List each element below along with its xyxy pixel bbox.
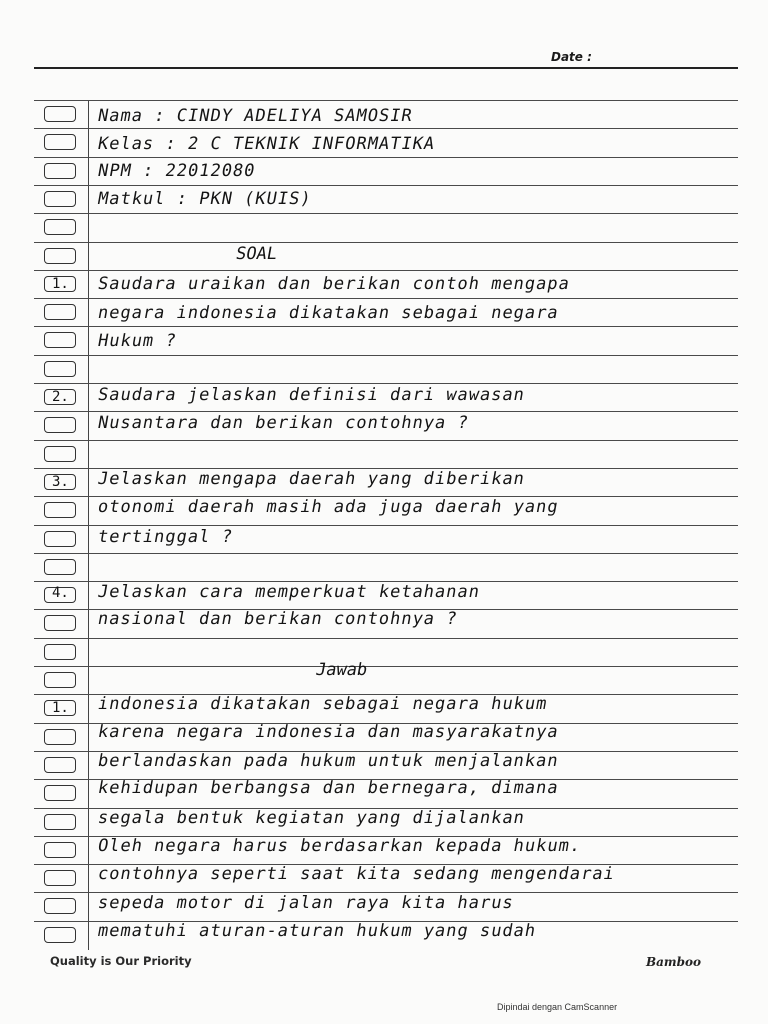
margin-box [44,814,76,830]
brand-logo-text: Bamboo [646,955,702,969]
margin-box [44,531,76,547]
question-number: 4. [52,585,69,601]
question-line: Nusantara dan berikan contohnya ? [96,413,471,433]
margin-box [44,361,76,377]
answer-line: mematuhi aturan-aturan hukum yang sudah [96,921,538,941]
answer-line: berlandaskan pada hukum untuk menjalankan [96,751,561,771]
ruled-line [34,270,738,271]
identity-course: Matkul : PKN (KUIS) [96,189,314,209]
question-line: Jelaskan mengapa daerah yang diberikan [96,469,527,489]
ruled-line [34,411,738,412]
ruled-line [34,100,738,101]
question-line: Hukum ? [96,331,179,351]
header-rule [34,67,738,69]
margin-box [44,898,76,914]
margin-box [44,106,76,122]
ruled-line [34,242,738,243]
margin-box [44,219,76,235]
answer-line: contohnya seperti saat kita sedang mengendarai [96,864,617,884]
ruled-line [34,213,738,214]
answer-number: 1. [52,700,69,716]
answer-line: karena negara indonesia dan masyarakatnya [96,722,561,742]
answer-line: kehidupan berbangsa dan bernegara, dimana [96,778,561,798]
answer-line: segala bentuk kegiatan yang dijalankan [96,808,527,828]
jawab-heading: Jawab [314,660,369,680]
margin-box [44,615,76,631]
scanner-watermark: Dipindai dengan CamScanner [497,1002,618,1012]
ruled-line [34,185,738,186]
ruled-line [34,440,738,441]
answer-line: sepeda motor di jalan raya kita harus [96,893,516,913]
margin-box [44,248,76,264]
margin-box [44,559,76,575]
identity-npm: NPM : 22012080 [96,161,258,181]
ruled-line [34,666,738,667]
margin-box [44,502,76,518]
margin-box [44,842,76,858]
soal-heading: SOAL [234,244,279,264]
margin-box [44,644,76,660]
answer-line: indonesia dikatakan sebagai negara hukum [96,694,550,714]
ruled-line [34,553,738,554]
margin-box [44,785,76,801]
ruled-line [34,638,738,639]
margin-box [44,446,76,462]
identity-name: Nama : CINDY ADELIYA SAMOSIR [96,106,415,126]
ruled-line [34,326,738,327]
question-line: tertinggal ? [96,527,235,547]
ruled-line [34,525,738,526]
ruled-line [34,383,738,384]
ruled-line [34,128,738,129]
margin-box [44,417,76,433]
ruled-line [34,157,738,158]
ruled-line [34,298,738,299]
question-line: nasional dan berikan contohnya ? [96,609,460,629]
question-line: negara indonesia dikatakan sebagai negara [96,303,561,323]
margin-box [44,134,76,150]
question-line: Jelaskan cara memperkuat ketahanan [96,582,482,602]
question-number: 2. [52,389,69,405]
question-number: 1. [52,276,69,292]
margin-box [44,757,76,773]
margin-box [44,304,76,320]
question-line: otonomi daerah masih ada juga daerah yang [96,497,561,517]
margin-box [44,927,76,943]
margin-box [44,870,76,886]
margin-box [44,729,76,745]
ruled-line [34,355,738,356]
answer-line: Oleh negara harus berdasarkan kepada hukum. [96,836,583,856]
margin-box [44,332,76,348]
brand-tagline: Quality is Our Priority [50,954,192,968]
margin-box [44,672,76,688]
question-line: Saudara jelaskan definisi dari wawasan [96,385,527,405]
question-number: 3. [52,474,69,490]
identity-class: Kelas : 2 C TEKNIK INFORMATIKA [96,134,437,154]
question-line: Saudara uraikan dan berikan contoh mengapa [96,274,572,294]
margin-box [44,163,76,179]
date-label: Date : [551,50,592,64]
margin-box [44,191,76,207]
